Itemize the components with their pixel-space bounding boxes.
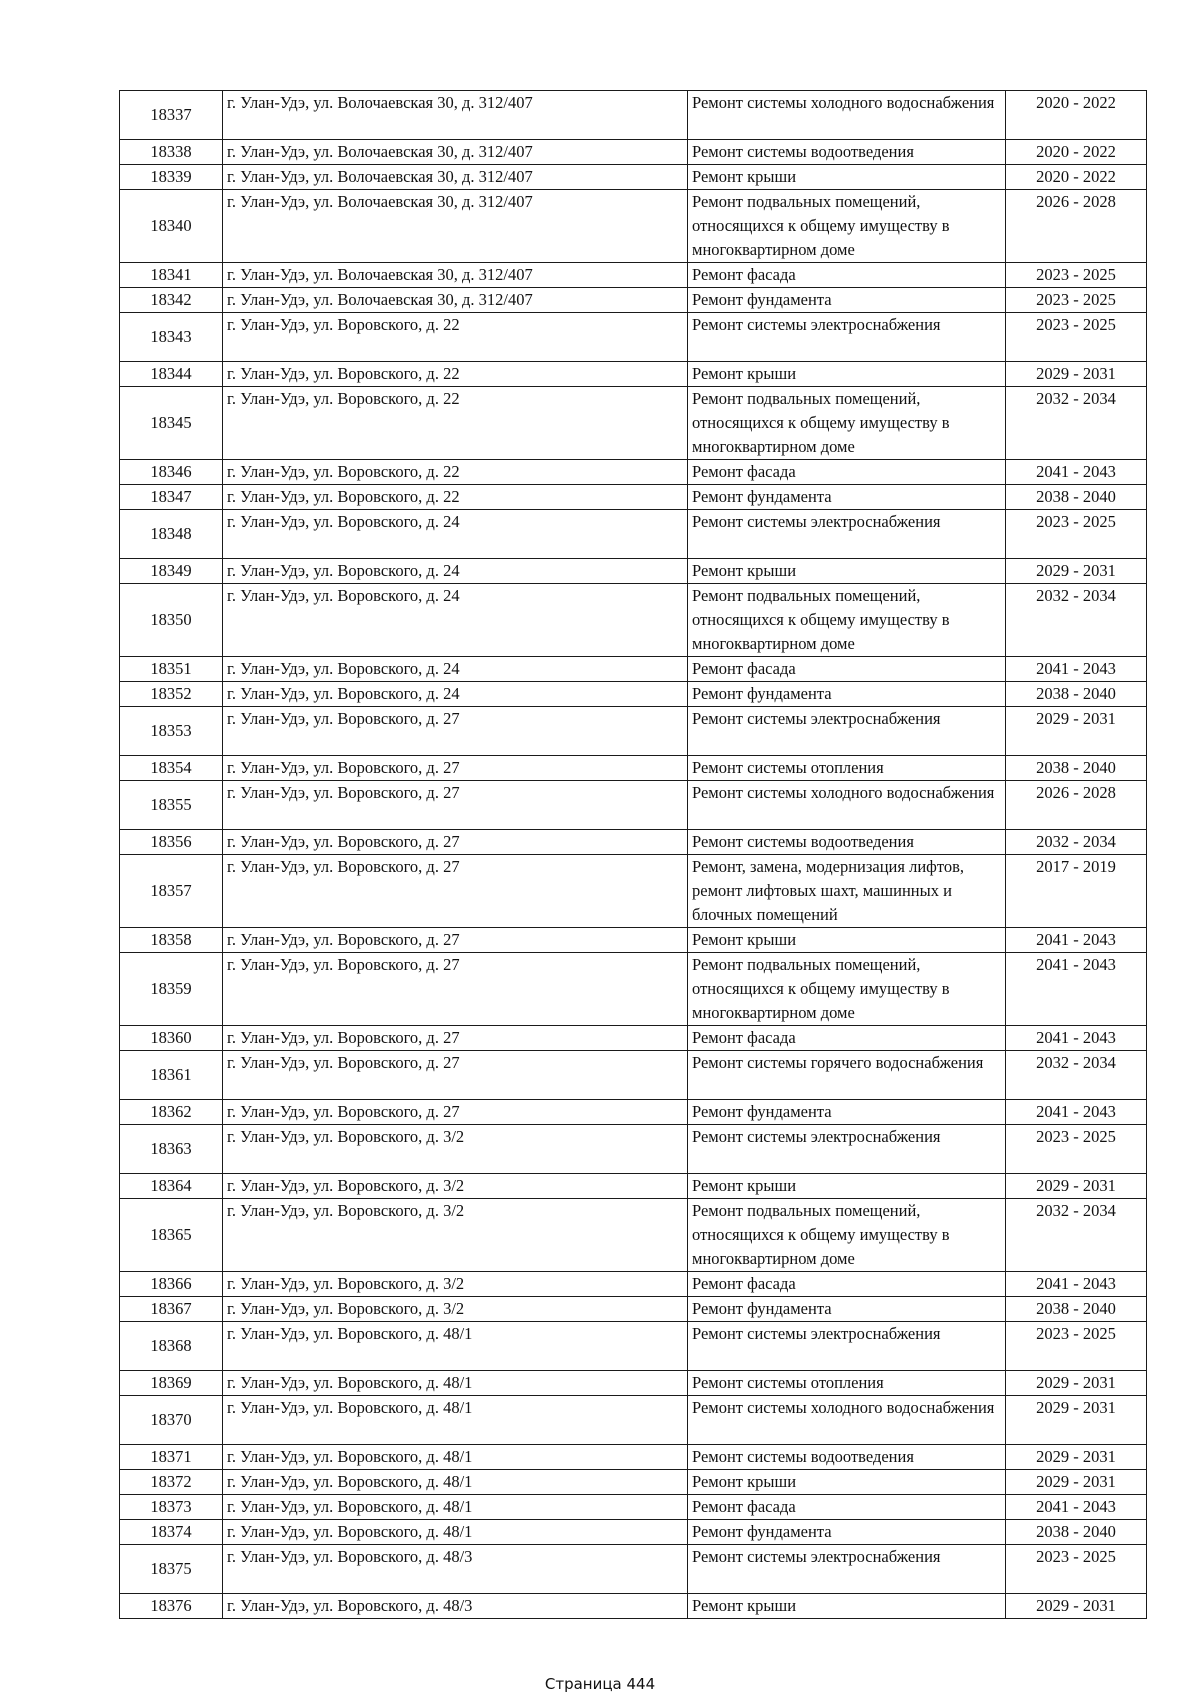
- row-number: 18367: [120, 1297, 223, 1322]
- row-work-type: Ремонт крыши: [688, 362, 1006, 387]
- row-period: 2020 - 2022: [1006, 140, 1147, 165]
- table-row: [120, 1445, 1147, 1470]
- row-work-type: Ремонт крыши: [688, 165, 1006, 190]
- row-address: г. Улан-Удэ, ул. Воровского, д. 22: [223, 387, 688, 460]
- row-address: г. Улан-Удэ, ул. Волочаевская 30, д. 312/407: [223, 91, 688, 140]
- row-work-type: Ремонт системы электроснабжения: [688, 1545, 1006, 1594]
- row-number: 18351: [120, 657, 223, 682]
- row-number: 18345: [120, 387, 223, 460]
- row-work-type: Ремонт системы холодного водоснабжения: [688, 1396, 1006, 1445]
- row-address: г. Улан-Удэ, ул. Волочаевская 30, д. 312/407: [223, 263, 688, 288]
- row-number: 18352: [120, 682, 223, 707]
- table-row: [120, 387, 1147, 460]
- table-row: [120, 1520, 1147, 1545]
- repair-schedule-table: [119, 90, 1147, 1619]
- row-number: 18368: [120, 1322, 223, 1371]
- row-number: 18363: [120, 1125, 223, 1174]
- row-work-type: Ремонт системы электроснабжения: [688, 510, 1006, 559]
- table-row: [120, 682, 1147, 707]
- row-address: г. Улан-Удэ, ул. Воровского, д. 48/1: [223, 1520, 688, 1545]
- row-address: г. Улан-Удэ, ул. Воровского, д. 27: [223, 830, 688, 855]
- row-number: 18346: [120, 460, 223, 485]
- row-work-type: Ремонт фасада: [688, 460, 1006, 485]
- row-number: 18347: [120, 485, 223, 510]
- row-number: 18349: [120, 559, 223, 584]
- row-period: 2020 - 2022: [1006, 91, 1147, 140]
- table-row: [120, 362, 1147, 387]
- row-number: 18370: [120, 1396, 223, 1445]
- row-number: 18356: [120, 830, 223, 855]
- table-row: [120, 460, 1147, 485]
- row-period: 2017 - 2019: [1006, 855, 1147, 928]
- row-address: г. Улан-Удэ, ул. Волочаевская 30, д. 312/407: [223, 288, 688, 313]
- table-row: [120, 485, 1147, 510]
- table-row: [120, 1272, 1147, 1297]
- table-row: [120, 1545, 1147, 1594]
- row-period: 2041 - 2043: [1006, 657, 1147, 682]
- row-number: 18361: [120, 1051, 223, 1100]
- row-work-type: Ремонт фасада: [688, 1272, 1006, 1297]
- row-period: 2041 - 2043: [1006, 1100, 1147, 1125]
- row-period: 2020 - 2022: [1006, 165, 1147, 190]
- row-number: 18355: [120, 781, 223, 830]
- row-address: г. Улан-Удэ, ул. Воровского, д. 27: [223, 1026, 688, 1051]
- row-period: 2023 - 2025: [1006, 510, 1147, 559]
- row-work-type: Ремонт системы электроснабжения: [688, 313, 1006, 362]
- table-row: [120, 1470, 1147, 1495]
- row-address: г. Улан-Удэ, ул. Воровского, д. 24: [223, 682, 688, 707]
- row-period: 2029 - 2031: [1006, 1371, 1147, 1396]
- row-work-type: Ремонт системы холодного водоснабжения: [688, 91, 1006, 140]
- row-number: 18344: [120, 362, 223, 387]
- row-work-type: Ремонт фундамента: [688, 288, 1006, 313]
- row-period: 2041 - 2043: [1006, 460, 1147, 485]
- row-address: г. Улан-Удэ, ул. Воровского, д. 48/1: [223, 1495, 688, 1520]
- row-number: 18342: [120, 288, 223, 313]
- row-address: г. Улан-Удэ, ул. Воровского, д. 27: [223, 781, 688, 830]
- row-address: г. Улан-Удэ, ул. Воровского, д. 27: [223, 953, 688, 1026]
- row-period: 2023 - 2025: [1006, 1322, 1147, 1371]
- row-work-type: Ремонт, замена, модернизация лифтов, ремонт лифтовых шахт, машинных и блочных помещений: [688, 855, 1006, 928]
- row-address: г. Улан-Удэ, ул. Воровского, д. 48/1: [223, 1322, 688, 1371]
- row-address: г. Улан-Удэ, ул. Воровского, д. 27: [223, 855, 688, 928]
- row-period: 2029 - 2031: [1006, 1174, 1147, 1199]
- row-number: 18375: [120, 1545, 223, 1594]
- row-work-type: Ремонт подвальных помещений, относящихся к общему имуществу в многоквартирном доме: [688, 953, 1006, 1026]
- row-address: г. Улан-Удэ, ул. Воровского, д. 48/3: [223, 1545, 688, 1594]
- row-period: 2032 - 2034: [1006, 584, 1147, 657]
- row-period: 2029 - 2031: [1006, 707, 1147, 756]
- row-number: 18341: [120, 263, 223, 288]
- table-row: [120, 288, 1147, 313]
- row-number: 18359: [120, 953, 223, 1026]
- row-address: г. Улан-Удэ, ул. Воровского, д. 27: [223, 707, 688, 756]
- row-period: 2029 - 2031: [1006, 559, 1147, 584]
- page-number: Страница 444: [544, 1675, 656, 1693]
- row-period: 2041 - 2043: [1006, 1495, 1147, 1520]
- row-number: 18358: [120, 928, 223, 953]
- row-period: 2041 - 2043: [1006, 1026, 1147, 1051]
- row-period: 2038 - 2040: [1006, 682, 1147, 707]
- row-number: 18338: [120, 140, 223, 165]
- row-work-type: Ремонт фундамента: [688, 1520, 1006, 1545]
- row-period: 2023 - 2025: [1006, 263, 1147, 288]
- row-work-type: Ремонт системы электроснабжения: [688, 707, 1006, 756]
- table-row: [120, 559, 1147, 584]
- table-row: [120, 1199, 1147, 1272]
- row-number: 18376: [120, 1594, 223, 1619]
- row-address: г. Улан-Удэ, ул. Воровского, д. 3/2: [223, 1272, 688, 1297]
- row-period: 2029 - 2031: [1006, 1470, 1147, 1495]
- row-number: 18354: [120, 756, 223, 781]
- row-period: 2032 - 2034: [1006, 1051, 1147, 1100]
- table-row: [120, 707, 1147, 756]
- row-number: 18371: [120, 1445, 223, 1470]
- row-address: г. Улан-Удэ, ул. Воровского, д. 22: [223, 362, 688, 387]
- row-period: 2038 - 2040: [1006, 485, 1147, 510]
- row-address: г. Улан-Удэ, ул. Воровского, д. 22: [223, 485, 688, 510]
- table-row: [120, 1322, 1147, 1371]
- row-work-type: Ремонт крыши: [688, 928, 1006, 953]
- row-address: г. Улан-Удэ, ул. Воровского, д. 48/1: [223, 1371, 688, 1396]
- table-row: [120, 928, 1147, 953]
- row-number: 18348: [120, 510, 223, 559]
- table-row: [120, 313, 1147, 362]
- row-work-type: Ремонт крыши: [688, 1594, 1006, 1619]
- row-number: 18357: [120, 855, 223, 928]
- row-address: г. Улан-Удэ, ул. Воровского, д. 24: [223, 510, 688, 559]
- row-work-type: Ремонт системы водоотведения: [688, 1445, 1006, 1470]
- row-period: 2041 - 2043: [1006, 953, 1147, 1026]
- row-address: г. Улан-Удэ, ул. Воровского, д. 27: [223, 1051, 688, 1100]
- row-address: г. Улан-Удэ, ул. Воровского, д. 24: [223, 657, 688, 682]
- row-address: г. Улан-Удэ, ул. Волочаевская 30, д. 312/407: [223, 140, 688, 165]
- row-period: 2026 - 2028: [1006, 781, 1147, 830]
- row-number: 18374: [120, 1520, 223, 1545]
- row-address: г. Улан-Удэ, ул. Воровского, д. 3/2: [223, 1297, 688, 1322]
- row-period: 2041 - 2043: [1006, 1272, 1147, 1297]
- row-period: 2032 - 2034: [1006, 387, 1147, 460]
- row-work-type: Ремонт системы отопления: [688, 756, 1006, 781]
- table-row: [120, 1174, 1147, 1199]
- row-period: 2029 - 2031: [1006, 1396, 1147, 1445]
- row-work-type: Ремонт фундамента: [688, 1100, 1006, 1125]
- row-work-type: Ремонт системы электроснабжения: [688, 1322, 1006, 1371]
- table-row: [120, 830, 1147, 855]
- row-address: г. Улан-Удэ, ул. Воровского, д. 3/2: [223, 1174, 688, 1199]
- row-work-type: Ремонт подвальных помещений, относящихся к общему имуществу в многоквартирном доме: [688, 584, 1006, 657]
- row-period: 2041 - 2043: [1006, 928, 1147, 953]
- row-work-type: Ремонт фасада: [688, 1026, 1006, 1051]
- row-number: 18373: [120, 1495, 223, 1520]
- row-number: 18360: [120, 1026, 223, 1051]
- row-address: г. Улан-Удэ, ул. Воровского, д. 48/1: [223, 1445, 688, 1470]
- row-work-type: Ремонт фасада: [688, 263, 1006, 288]
- row-period: 2029 - 2031: [1006, 1445, 1147, 1470]
- row-address: г. Улан-Удэ, ул. Воровского, д. 22: [223, 460, 688, 485]
- table-row: [120, 1026, 1147, 1051]
- table-row: [120, 165, 1147, 190]
- row-address: г. Улан-Удэ, ул. Воровского, д. 27: [223, 1100, 688, 1125]
- row-period: 2023 - 2025: [1006, 288, 1147, 313]
- row-period: 2026 - 2028: [1006, 190, 1147, 263]
- row-address: г. Улан-Удэ, ул. Воровского, д. 48/1: [223, 1396, 688, 1445]
- table-row: [120, 91, 1147, 140]
- table-row: [120, 510, 1147, 559]
- table-row: [120, 263, 1147, 288]
- row-number: 18362: [120, 1100, 223, 1125]
- row-period: 2038 - 2040: [1006, 1297, 1147, 1322]
- row-address: г. Улан-Удэ, ул. Воровского, д. 24: [223, 559, 688, 584]
- row-period: 2023 - 2025: [1006, 1545, 1147, 1594]
- table-row: [120, 140, 1147, 165]
- row-work-type: Ремонт подвальных помещений, относящихся к общему имуществу в многоквартирном доме: [688, 1199, 1006, 1272]
- row-work-type: Ремонт системы электроснабжения: [688, 1125, 1006, 1174]
- row-number: 18337: [120, 91, 223, 140]
- row-number: 18340: [120, 190, 223, 263]
- row-number: 18364: [120, 1174, 223, 1199]
- table-row: [120, 190, 1147, 263]
- table-row: [120, 756, 1147, 781]
- row-period: 2032 - 2034: [1006, 1199, 1147, 1272]
- row-work-type: Ремонт системы отопления: [688, 1371, 1006, 1396]
- table-row: [120, 1495, 1147, 1520]
- table-row: [120, 953, 1147, 1026]
- row-number: 18353: [120, 707, 223, 756]
- row-work-type: Ремонт системы водоотведения: [688, 140, 1006, 165]
- row-work-type: Ремонт фундамента: [688, 485, 1006, 510]
- row-number: 18366: [120, 1272, 223, 1297]
- row-work-type: Ремонт подвальных помещений, относящихся к общему имуществу в многоквартирном доме: [688, 387, 1006, 460]
- table-row: [120, 584, 1147, 657]
- row-address: г. Улан-Удэ, ул. Воровского, д. 27: [223, 928, 688, 953]
- row-period: 2032 - 2034: [1006, 830, 1147, 855]
- table-row: [120, 1396, 1147, 1445]
- row-number: 18369: [120, 1371, 223, 1396]
- row-work-type: Ремонт системы горячего водоснабжения: [688, 1051, 1006, 1100]
- row-work-type: Ремонт фасада: [688, 1495, 1006, 1520]
- row-address: г. Улан-Удэ, ул. Воровского, д. 48/3: [223, 1594, 688, 1619]
- table-row: [120, 1297, 1147, 1322]
- row-period: 2029 - 2031: [1006, 362, 1147, 387]
- row-work-type: Ремонт крыши: [688, 1470, 1006, 1495]
- table-body: [120, 91, 1147, 1619]
- table-row: [120, 781, 1147, 830]
- row-work-type: Ремонт фасада: [688, 657, 1006, 682]
- row-period: 2023 - 2025: [1006, 1125, 1147, 1174]
- row-period: 2029 - 2031: [1006, 1594, 1147, 1619]
- row-work-type: Ремонт системы холодного водоснабжения: [688, 781, 1006, 830]
- row-period: 2023 - 2025: [1006, 313, 1147, 362]
- row-work-type: Ремонт системы водоотведения: [688, 830, 1006, 855]
- row-address: г. Улан-Удэ, ул. Воровского, д. 27: [223, 756, 688, 781]
- row-address: г. Улан-Удэ, ул. Воровского, д. 24: [223, 584, 688, 657]
- row-number: 18343: [120, 313, 223, 362]
- table-row: [120, 1051, 1147, 1100]
- row-work-type: Ремонт фундамента: [688, 1297, 1006, 1322]
- row-period: 2038 - 2040: [1006, 1520, 1147, 1545]
- table-row: [120, 1125, 1147, 1174]
- row-work-type: Ремонт подвальных помещений, относящихся к общему имуществу в многоквартирном доме: [688, 190, 1006, 263]
- row-number: 18365: [120, 1199, 223, 1272]
- table-row: [120, 1594, 1147, 1619]
- row-number: 18372: [120, 1470, 223, 1495]
- row-address: г. Улан-Удэ, ул. Волочаевская 30, д. 312/407: [223, 165, 688, 190]
- row-address: г. Улан-Удэ, ул. Воровского, д. 3/2: [223, 1125, 688, 1174]
- table-row: [120, 855, 1147, 928]
- row-number: 18350: [120, 584, 223, 657]
- row-work-type: Ремонт крыши: [688, 559, 1006, 584]
- row-number: 18339: [120, 165, 223, 190]
- row-address: г. Улан-Удэ, ул. Воровского, д. 3/2: [223, 1199, 688, 1272]
- row-work-type: Ремонт крыши: [688, 1174, 1006, 1199]
- row-address: г. Улан-Удэ, ул. Воровского, д. 22: [223, 313, 688, 362]
- table-row: [120, 1100, 1147, 1125]
- row-address: г. Улан-Удэ, ул. Волочаевская 30, д. 312/407: [223, 190, 688, 263]
- table-row: [120, 657, 1147, 682]
- table-row: [120, 1371, 1147, 1396]
- row-period: 2038 - 2040: [1006, 756, 1147, 781]
- row-address: г. Улан-Удэ, ул. Воровского, д. 48/1: [223, 1470, 688, 1495]
- row-work-type: Ремонт фундамента: [688, 682, 1006, 707]
